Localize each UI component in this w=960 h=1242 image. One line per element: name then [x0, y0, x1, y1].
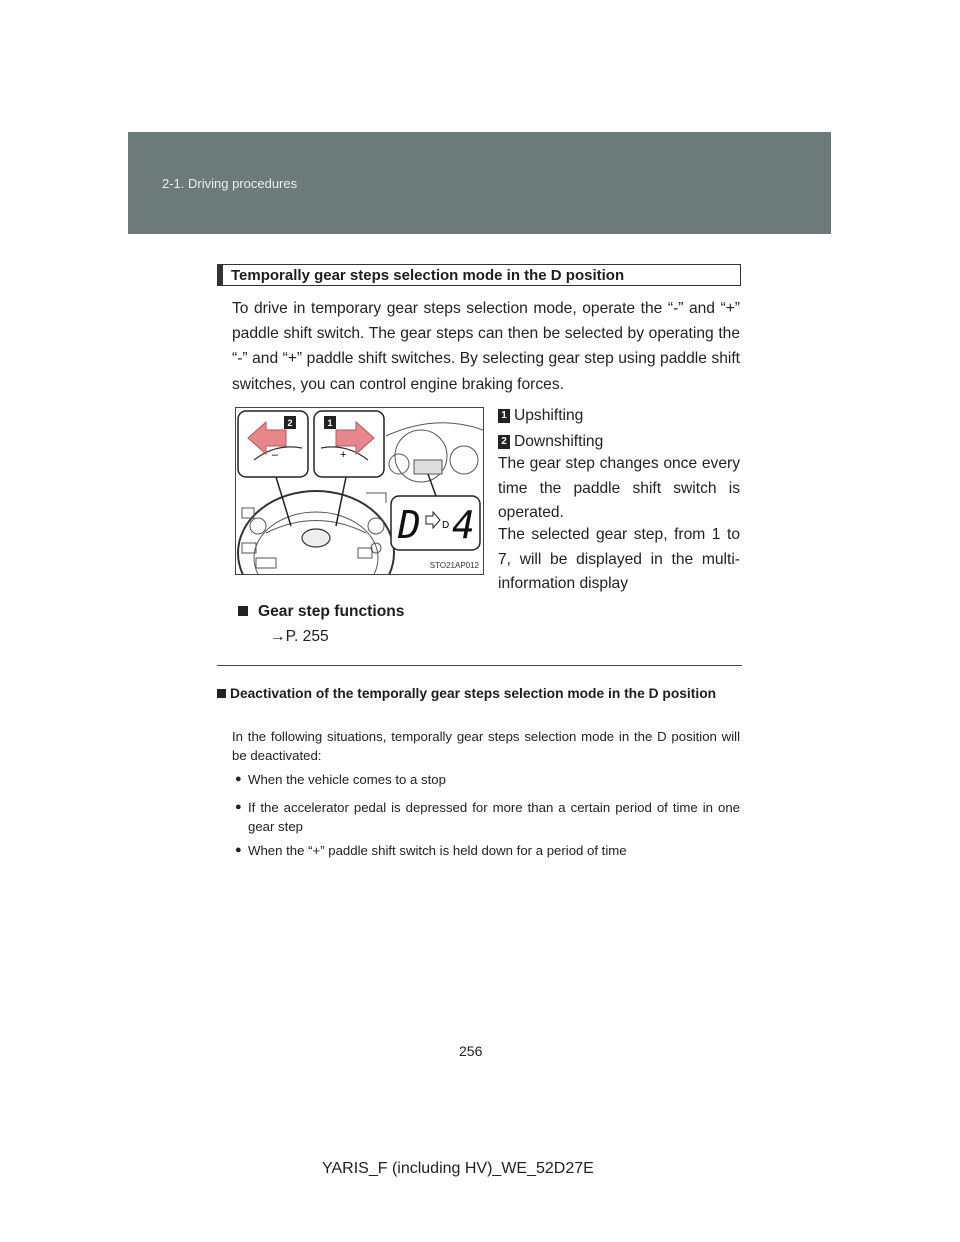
list-item: [235, 770, 740, 789]
gear-display-mode: D: [398, 503, 421, 547]
heading-accent-bar: [218, 265, 223, 285]
bullet-dot-icon: ●: [235, 773, 242, 785]
callout-number: 2: [498, 435, 510, 449]
section-breadcrumb: 2-1. Driving procedures: [162, 176, 298, 191]
square-bullet-icon: [217, 689, 226, 698]
gear-functions-title: Gear step functions: [258, 603, 405, 620]
bullet-dot-icon: ●: [235, 801, 242, 813]
figure-badge-2: 2: [287, 418, 293, 428]
figure-badge-1: 1: [327, 418, 333, 428]
page-number: 256: [459, 1043, 483, 1059]
document-footer: YARIS_F (including HV)_WE_52D27E: [322, 1160, 594, 1177]
list-item-text: When the “+” paddle shift switch is held down for a period of time: [248, 843, 627, 858]
minus-paddle-label: –: [272, 449, 279, 461]
page-reference-link[interactable]: →P. 255: [270, 628, 329, 645]
callout-number: 1: [498, 409, 510, 423]
plus-paddle-label: +: [340, 449, 347, 461]
gear-display-small-d: D: [442, 520, 450, 531]
gear-display-step: 4: [452, 503, 475, 547]
header-band: [128, 132, 831, 234]
callout-list: [498, 403, 740, 455]
paddle-shift-figure: [235, 407, 484, 575]
gear-change-note: The gear step changes once every time the paddle shift switch is operated.: [498, 455, 740, 521]
callout-label: Downshifting: [514, 433, 604, 450]
list-item-text: When the vehicle comes to a stop: [248, 772, 446, 787]
callout-item: [498, 403, 740, 429]
bullet-dot-icon: ●: [235, 844, 242, 856]
section-heading: Temporally gear steps selection mode in the D position: [231, 266, 625, 284]
figure-code: STO21AP012: [429, 561, 479, 570]
note-heading: [217, 684, 741, 703]
steering-wheel-illustration: [236, 408, 483, 574]
square-bullet-icon: [238, 606, 248, 616]
gear-functions-heading: [238, 603, 404, 621]
note-body: In the following situations, temporally gear steps selection mode in the D position will be deactivated:: [232, 729, 740, 763]
note-title: Deactivation of the temporally gear steps selection mode in the D position: [230, 686, 717, 701]
callout-label: Upshifting: [514, 407, 584, 424]
intro-paragraph: To drive in temporary gear steps selection mode, operate the “-” and “+” paddle shift switch. The gear steps can then be selected by operating the “-” and “+” paddle shift switches. By selecting gear step using paddle shift switches, you can control engine braking forces.: [232, 300, 740, 393]
list-item-text: If the accelerator pedal is depressed for more than a certain period of time in one gear step: [248, 800, 740, 834]
section-heading-box: [217, 264, 741, 286]
gear-display-note: The selected gear step, from 1 to 7, will be displayed in the multi-information display: [498, 526, 740, 592]
section-divider: [217, 665, 742, 666]
list-item: [235, 841, 740, 860]
list-item: [235, 798, 740, 836]
